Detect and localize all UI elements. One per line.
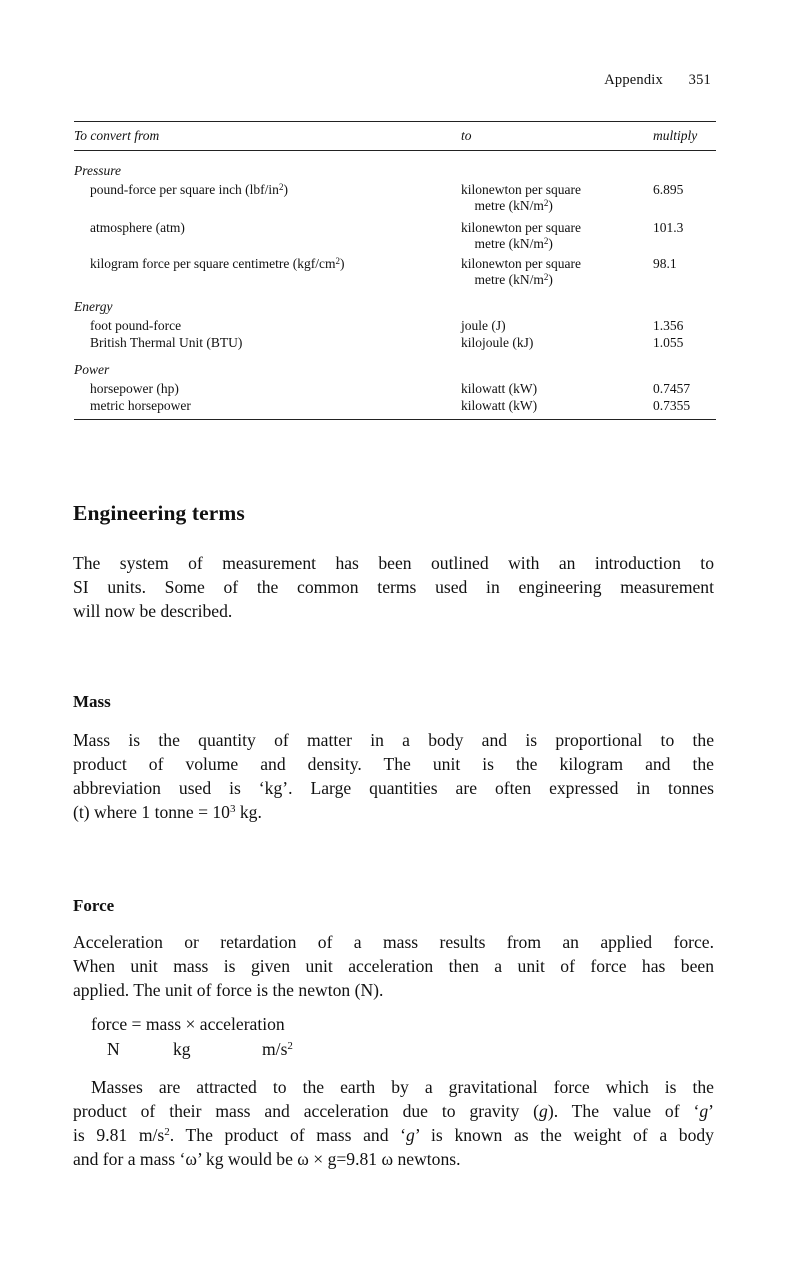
table-cell-from: foot pound-force <box>90 318 182 333</box>
table-cell-from: British Thermal Unit (BTU) <box>90 335 243 350</box>
unit-newton: N <box>107 1039 120 1059</box>
section-energy: Energy <box>74 299 113 314</box>
heading-force: Force <box>73 896 115 915</box>
intro-paragraph: The system of measurement has been outlined with an introduction to SI units. Some of the common terms used in engineering measurement will now be described. <box>73 553 714 621</box>
table-cell-to: kilonewton per square metre $(kN/m^2)$ <box>461 220 581 251</box>
force-paragraph: Acceleration or retardation of a mass results from an applied force. When unit mass is given unit acceleration then a unit of force has been applied. The unit of force is the newton (N). <box>73 932 714 1000</box>
table-cell-from: kilogram force per square centimetre $(kgf/cm^2)$ <box>90 256 345 271</box>
table-cell-to: kilonewton per square metre $(kN/m^2)$ <box>461 256 581 287</box>
mass-paragraph: Mass is the quantity of matter in a body and is proportional to the product of volume and density. The unit is the kilogram and the abbreviation used is ‘kg’. Large quantities are often expressed in tonnes (t) where 1 tonne = $10^3$ kg. <box>73 730 714 822</box>
table-top-rule <box>74 121 716 122</box>
table-cell-multiply: 98.1 <box>653 256 677 271</box>
col-header-multiply: multiply <box>653 128 698 143</box>
page-number: 351 <box>688 72 711 88</box>
table-cell-from: pound-force per square inch $(lbf/in^2)$ <box>90 182 288 197</box>
unit-kilogram: kg <box>173 1039 191 1059</box>
table-cell-from: atmosphere (atm) <box>90 220 185 235</box>
gravity-paragraph: Masses are attracted to the earth by a gravitational force which is the product of their mass and acceleration due to gravity (g). The value of ‘g’ is 9.81 $m/s^2$. The product of mass and ‘g’ is known as the weight of a body and for a mass ‘ω’ kg would be ω × g=9.81 ω newtons. <box>73 1077 714 1169</box>
col-header-from: To convert from <box>74 128 160 143</box>
table-cell-to: joule (J) <box>461 318 506 333</box>
running-header <box>0 72 711 89</box>
table-cell-multiply: 1.356 <box>653 318 684 333</box>
table-cell-to: kilojoule (kJ) <box>461 335 534 350</box>
table-cell-from: metric horsepower <box>90 398 191 413</box>
table-bottom-rule <box>74 419 716 420</box>
table-cell-to: kilowatt (kW) <box>461 398 538 413</box>
heading-engineering-terms: Engineering terms <box>73 501 245 525</box>
table-cell-multiply: 6.895 <box>653 182 684 197</box>
force-formula: force = mass × acceleration <box>91 1014 285 1034</box>
section-power: Power <box>74 362 110 377</box>
header-section: Appendix <box>604 72 663 88</box>
table-cell-multiply: 101.3 <box>653 220 684 235</box>
table-cell-to: kilonewton per square metre $(kN/m^2)$ <box>461 182 581 213</box>
table-cell-to: kilowatt (kW) <box>461 381 538 396</box>
section-pressure: Pressure <box>74 163 121 178</box>
col-header-to: to <box>461 128 472 143</box>
table-cell-multiply: 1.055 <box>653 335 684 350</box>
table-cell-multiply: 0.7457 <box>653 381 691 396</box>
table-cell-from: horsepower (hp) <box>90 381 179 396</box>
table-cell-multiply: 0.7355 <box>653 398 691 413</box>
unit-acceleration: $m/s^2$ <box>262 1039 293 1059</box>
table-header-rule <box>74 150 716 151</box>
heading-mass: Mass <box>73 692 111 711</box>
